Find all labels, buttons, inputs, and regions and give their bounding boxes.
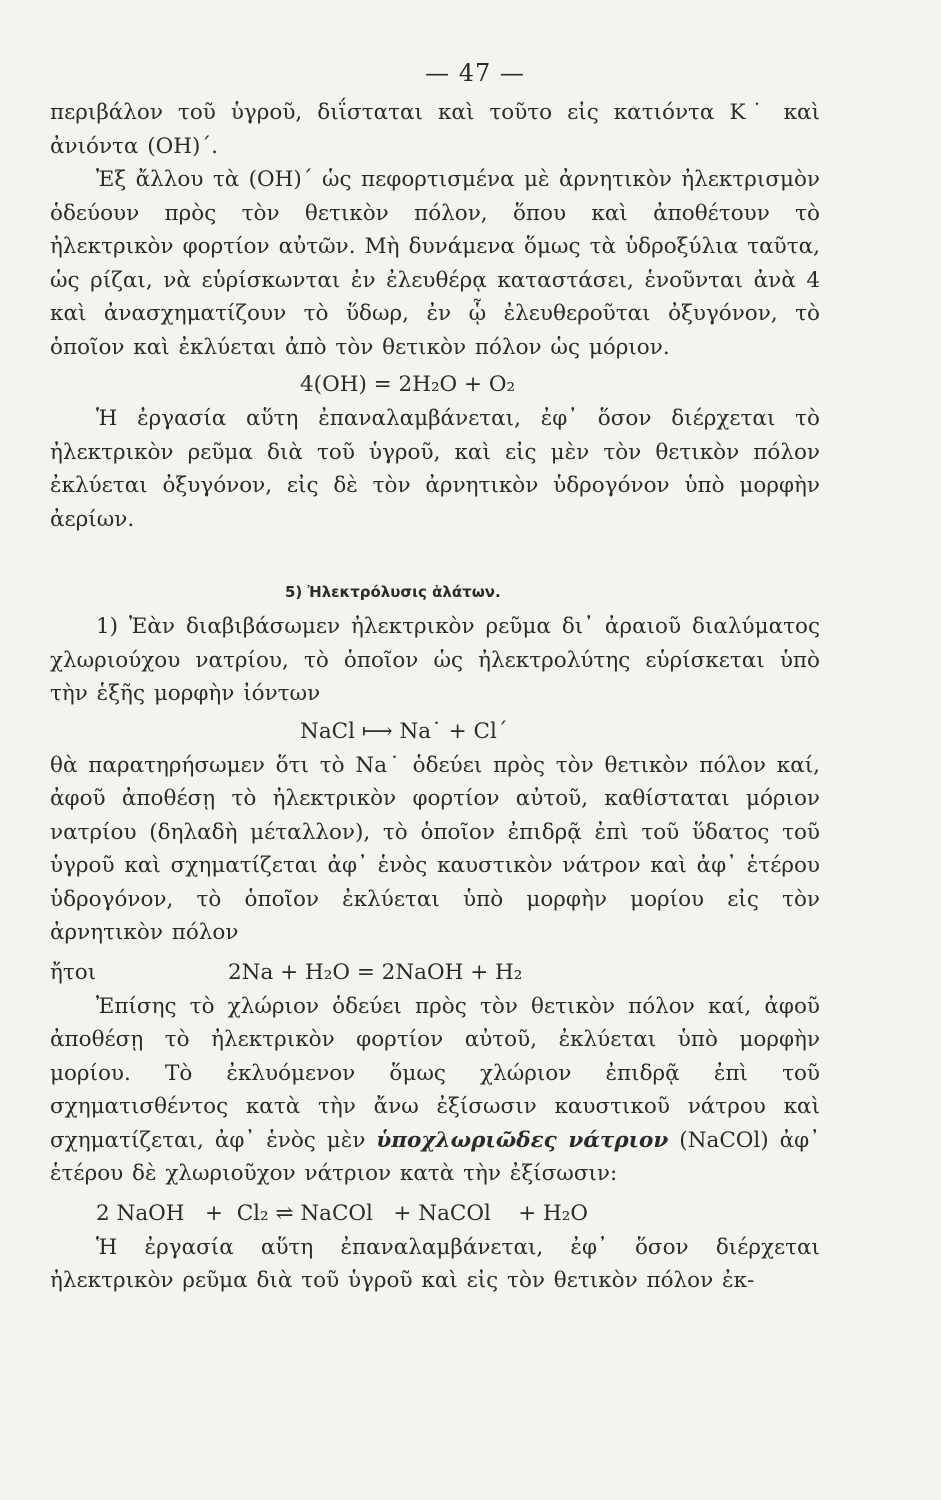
- equation-sodium-water-formula: 2Na + H₂O = 2NaOH + H₂: [228, 959, 523, 985]
- equation-chlorine: 2 NaOH + Cl₂ ⇌ NaCOl + NaCOl + H₂O: [96, 1200, 589, 1226]
- equation-hydroxide: 4(ΟΗ) = 2Η₂Ο + Ο₂: [300, 372, 516, 397]
- emphasized-term: ὑποχλωριῶδες νάτριον: [376, 1127, 669, 1153]
- paragraph-6-part-b: (NaCOl) ἀφ᾽ ἑτέρου δὲ χλωριοῦχον νάτριον κατὰ τὴν ἐξίσωσιν:: [50, 1127, 820, 1186]
- paragraph-1: περιβάλον τοῦ ὑγροῦ, διΐσταται καὶ τοῦτο εἰς κατιόντα Κ˙ καὶ ἀνιόντα (ΟΗ)΄.: [50, 100, 820, 159]
- paragraph-6-part-a: Ἐπίσης τὸ χλώριον ὁδεύει πρὸς τὸν θετικὸν πόλον καί, ἀφοῦ ἀποθέσῃ τὸ ἠλεκτρικὸν φορτίον αὐτοῦ, ἐκλύεται ὑπὸ μορφὴν μορίου. Τὸ ἐκλυόμενον ὅμως χλώριον ἐπιδρᾷ ἐπὶ τοῦ σχηματισθέντος κατὰ τὴν ἄνω ἐξίσωσιν καυστικοῦ νάτρου καὶ σχηματίζεται, ἀφ᾽ ἑνὸς μὲν: [50, 993, 820, 1153]
- equation-sodium-water: [50, 956, 820, 990]
- paragraph-4: 1) Ἐὰν διαβιβάσωμεν ἠλεκτρικὸν ρεῦμα δι᾽ ἀραιοῦ διαλύματος χλωριούχου νατρίου, τὸ ὁποῖον ὡς ἠλεκτρολύτης εὑρίσκεται ὑπὸ τὴν ἑξῆς μορφὴν ἰόντων: [50, 614, 820, 706]
- equation-nacl-ions: NaCl ⟼ Na˙ + Cl΄: [300, 718, 508, 744]
- paragraph-2: Ἐξ ἄλλου τὰ (ΟΗ)΄ ὡς πεφορτισμένα μὲ ἀρνητικὸν ἠλεκτρισμὸν ὁδεύουν πρὸς τὸν θετικὸν πόλον, ὅπου καὶ ἀποθέτουν τὸ ἠλεκτρικὸν φορτίον αὐτῶν. Μὴ δυνάμενα ὅμως τὰ ὑδροξύλια ταῦτα, ὡς ρίζαι, νὰ εὑρίσκωνται ἐν ἐλευθέρᾳ καταστάσει, ἑνοῦνται ἀνὰ 4 καὶ ἀνασχηματίζουν τὸ ὕδωρ, ἐν ᾧ ἐλευθεροῦται ὀξυγόνον, τὸ ὁποῖον καὶ ἐκλύεται ἀπὸ τὸν θετικὸν πόλον ὡς μόριον.: [50, 167, 820, 360]
- paragraph-7: Ἡ ἐργασία αὕτη ἐπαναλαμβάνεται, ἐφ᾽ ὅσον διέρχεται ἠλεκτρικὸν ρεῦμα διὰ τοῦ ὑγροῦ καὶ εἰς τὸν θετικὸν πόλον ἐκ-: [50, 1234, 820, 1293]
- paragraph-3: Ἡ ἐργασία αὕτη ἐπαναλαμβάνεται, ἐφ᾽ ὅσον διέρχεται τὸ ἠλεκτρικὸν ρεῦμα διὰ τοῦ ὑγροῦ, καὶ εἰς μὲν τὸν θετικὸν πόλον ἐκλύεται ὀξυγόνον, εἰς δὲ τὸν ἀρνητικὸν ὑδρογόνον ὑπὸ μορφὴν ἀερίων.: [50, 406, 820, 532]
- equation-lead-word: ἤτοι: [50, 959, 97, 985]
- section-heading: 5) Ἠλεκτρόλυσις ἁλάτων.: [285, 583, 501, 601]
- paragraph-5: θὰ παρατηρήσωμεν ὅτι τὸ Na˙ ὁδεύει πρὸς τὸν θετικὸν πόλον καί, ἀφοῦ ἀποθέσῃ τὸ ἠλεκτρικὸν φορτίον αὐτοῦ, καθίσταται μόριον νατρίου (δηλαδὴ μέταλλον), τὸ ὁποῖον ἐπιδρᾷ ἐπὶ τοῦ ὕδατος τοῦ ὑγροῦ καὶ σχηματίζεται ἀφ᾽ ἑνὸς καυστικὸν νάτρον καὶ ἀφ᾽ ἑτέρου ὑδρογόνον, τὸ ὁποῖον ἐκλύεται ὑπὸ μορφὴν μορίου εἰς τὸν ἀρνητικὸν πόλον: [50, 752, 820, 945]
- body-text: [50, 96, 820, 1298]
- page-number: — 47 —: [425, 59, 525, 87]
- paragraph-6: [50, 990, 820, 1191]
- book-page: [50, 50, 820, 1470]
